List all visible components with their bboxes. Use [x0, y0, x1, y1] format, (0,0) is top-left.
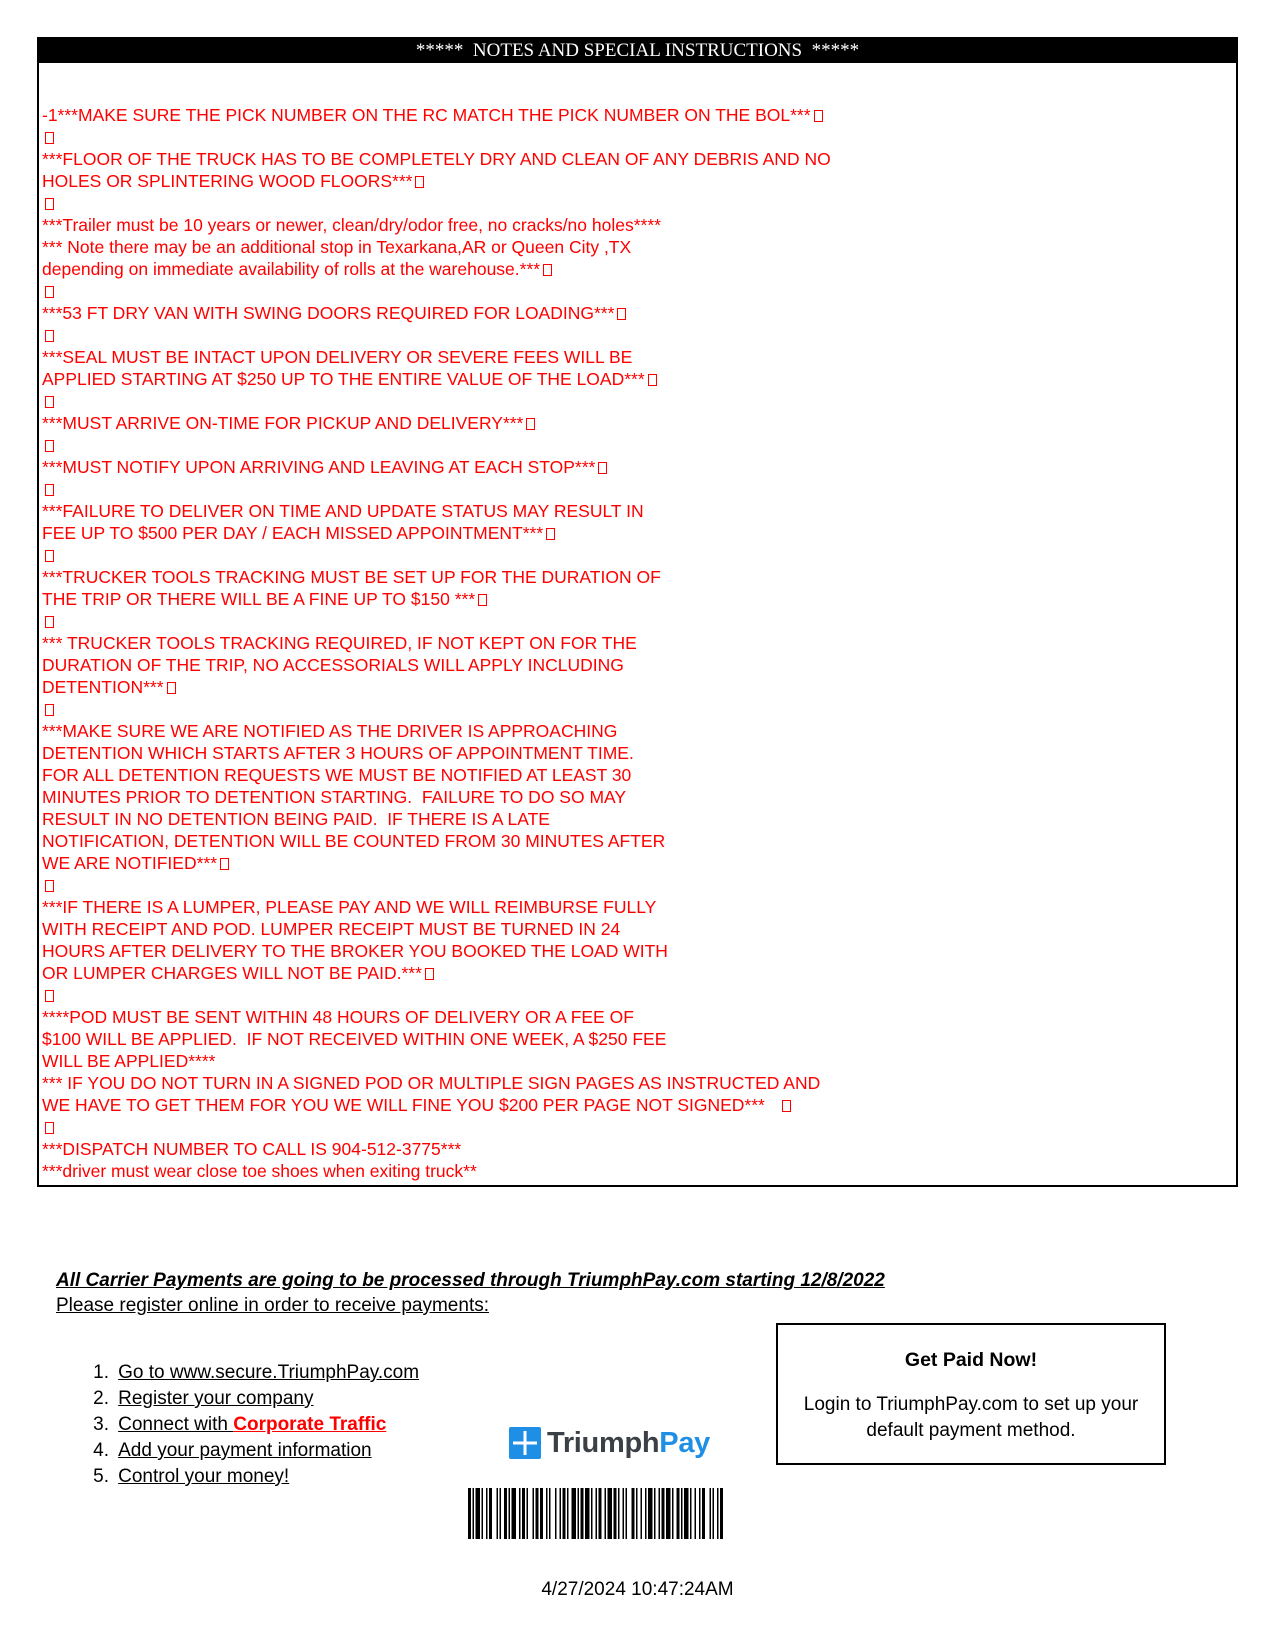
barcode-bar: [654, 1488, 656, 1539]
barcode-bar: [500, 1488, 502, 1539]
barcode-bar: [608, 1488, 613, 1539]
barcode-bar: [614, 1488, 617, 1539]
barcode-bar: [666, 1488, 671, 1539]
note-text: *** IF YOU DO NOT TURN IN A SIGNED POD OR MULTIPLE SIGN PAGES AS INSTRUCTED AND: [42, 1073, 821, 1093]
note-line: [42, 984, 1233, 1006]
barcode-bar: [605, 1488, 607, 1539]
step-number: 4.: [93, 1440, 109, 1461]
payments-heading: All Carrier Payments are going to be processed through TriumphPay.com starting 12/8/2022: [56, 1270, 885, 1291]
note-text: ***MUST ARRIVE ON-TIME FOR PICKUP AND DELIVERY***: [42, 413, 524, 433]
barcode-bar: [519, 1488, 521, 1539]
note-text: WITH RECEIPT AND POD. LUMPER RECEIPT MUST BE TURNED IN 24: [42, 919, 621, 939]
note-text: ***FAILURE TO DELIVER ON TIME AND UPDATE STATUS MAY RESULT IN: [42, 501, 644, 521]
missing-glyph-box-icon: [478, 594, 487, 606]
note-text: ***FLOOR OF THE TRUCK HAS TO BE COMPLETELY DRY AND CLEAN OF ANY DEBRIS AND NO: [42, 149, 831, 169]
note-line: [42, 170, 1233, 192]
barcode-bar: [699, 1488, 701, 1539]
note-text: ***TRUCKER TOOLS TRACKING MUST BE SET UP FOR THE DURATION OF: [42, 567, 661, 587]
step-number: 2.: [93, 1388, 109, 1409]
missing-glyph-box-icon: [45, 440, 54, 452]
barcode-bar: [522, 1488, 525, 1539]
missing-glyph-box-icon: [814, 110, 823, 122]
barcode-bar: [626, 1488, 628, 1539]
note-line: [42, 918, 1233, 940]
note-text: FEE UP TO $500 PER DAY / EACH MISSED APPOINTMENT***: [42, 523, 544, 543]
missing-glyph-box-icon: [45, 990, 54, 1002]
missing-glyph-box-icon: [45, 880, 54, 892]
note-line: [42, 764, 1233, 786]
barcode-bar: [527, 1488, 529, 1539]
missing-glyph-box-icon: [45, 286, 54, 298]
barcode-bar: [489, 1488, 492, 1539]
barcode-bar: [560, 1488, 562, 1539]
note-line: [42, 412, 1233, 434]
missing-glyph-box-icon: [45, 550, 54, 562]
note-line: [42, 390, 1233, 412]
barcode-bar: [641, 1488, 643, 1539]
note-line: [42, 632, 1233, 654]
step-text: Connect with: [118, 1414, 234, 1435]
get-paid-title: Get Paid Now!: [904, 1349, 1038, 1371]
note-text: OR LUMPER CHARGES WILL NOT BE PAID.***: [42, 963, 422, 983]
barcode-bar: [555, 1488, 557, 1539]
note-line: [42, 852, 1233, 874]
note-line: [42, 280, 1233, 302]
missing-glyph-box-icon: [220, 858, 229, 870]
barcode-bar: [717, 1488, 719, 1539]
note-line: [42, 720, 1233, 742]
note-line: [42, 1116, 1233, 1138]
barcode-bar: [702, 1488, 705, 1539]
note-line: [42, 1138, 1233, 1160]
barcode-bar: [578, 1488, 580, 1539]
note-line: [42, 698, 1233, 720]
note-line: [42, 1160, 1233, 1182]
note-text: ***IF THERE IS A LUMPER, PLEASE PAY AND WE WILL REIMBURSE FULLY: [42, 897, 657, 917]
step-text: Register your company: [118, 1388, 314, 1409]
barcode-bar: [468, 1488, 471, 1539]
note-text: RESULT IN NO DETENTION BEING PAID. IF THERE IS A LATE: [42, 809, 550, 829]
note-text: ***Trailer must be 10 years or newer, clean/dry/odor free, no cracks/no holes****: [42, 215, 661, 235]
note-line: [42, 302, 1233, 324]
note-text: DURATION OF THE TRIP, NO ACCESSORIALS WILL APPLY INCLUDING: [42, 655, 624, 675]
step-text: Add your payment information: [118, 1440, 372, 1461]
missing-glyph-box-icon: [598, 462, 607, 474]
note-text: WILL BE APPLIED****: [42, 1051, 216, 1071]
barcode-bar: [572, 1488, 577, 1539]
note-line: [42, 588, 1233, 610]
note-text: MINUTES PRIOR TO DETENTION STARTING. FAILURE TO DO SO MAY: [42, 787, 627, 807]
missing-glyph-box-icon: [45, 198, 54, 210]
step-number: 1.: [93, 1362, 109, 1383]
barcode-bar: [599, 1488, 602, 1539]
barcode-bar: [546, 1488, 548, 1539]
note-line: [42, 808, 1233, 830]
barcode-bar: [695, 1488, 697, 1539]
note-text: ***DISPATCH NUMBER TO CALL IS 904-512-3775***: [42, 1139, 462, 1159]
note-line: [42, 1094, 1233, 1116]
step-link-triumphpay[interactable]: Go to www.secure.TriumphPay.com: [118, 1362, 420, 1383]
note-line: [42, 522, 1233, 544]
note-text: depending on immediate availability of rolls at the warehouse.***: [42, 259, 541, 279]
missing-glyph-box-icon: [782, 1100, 791, 1112]
missing-glyph-box-icon: [45, 330, 54, 342]
note-text: *** Note there may be an additional stop in Texarkana,AR or Queen City ,TX: [42, 237, 632, 257]
barcode-bar: [618, 1488, 620, 1539]
barcode-bar: [509, 1488, 511, 1539]
barcode-bar: [482, 1488, 484, 1539]
barcode-bar: [677, 1488, 680, 1539]
note-text: ***SEAL MUST BE INTACT UPON DELIVERY OR SEVERE FEES WILL BE: [42, 347, 633, 367]
get-paid-text: Login to TriumphPay.com to set up your default payment method.: [803, 1394, 1139, 1441]
logo-text-part1: Triumph: [547, 1426, 660, 1459]
barcode-bar: [690, 1488, 692, 1539]
note-line: [42, 654, 1233, 676]
payment-steps-list: [72, 1334, 420, 1487]
step-number: 5.: [93, 1466, 109, 1487]
note-text: ***53 FT DRY VAN WITH SWING DOORS REQUIRED FOR LOADING***: [42, 303, 615, 323]
notes-header: ***** NOTES AND SPECIAL INSTRUCTIONS *****: [39, 39, 1236, 63]
barcode-icon: [468, 1488, 800, 1539]
note-line: [42, 126, 1233, 148]
note-line: [42, 214, 1233, 236]
note-text: THE TRIP OR THERE WILL BE A FINE UP TO $150 ***: [42, 589, 476, 609]
note-line: [42, 500, 1233, 522]
note-line: [42, 148, 1233, 170]
print-timestamp: 4/27/2024 10:47:24AM: [541, 1579, 734, 1600]
triumphpay-logo-text: [547, 1427, 710, 1460]
note-line: [42, 478, 1233, 500]
note-line: [42, 258, 1233, 280]
barcode-bar: [681, 1488, 683, 1539]
note-line: [42, 1050, 1233, 1072]
note-text: ***MUST NOTIFY UPON ARRIVING AND LEAVING AT EACH STOP***: [42, 457, 596, 477]
barcode-bar: [684, 1488, 689, 1539]
barcode-bar: [713, 1488, 715, 1539]
missing-glyph-box-icon: [543, 264, 552, 276]
barcode-bar: [512, 1488, 517, 1539]
barcode-bar: [536, 1488, 539, 1539]
barcode-bar: [549, 1488, 551, 1539]
note-text: HOURS AFTER DELIVERY TO THE BROKER YOU BOOKED THE LOAD WITH: [42, 941, 668, 961]
note-line: [42, 566, 1233, 588]
payment-step: [72, 1334, 420, 1383]
broker-name: Corporate Traffic: [233, 1414, 387, 1435]
note-text: HOLES OR SPLINTERING WOOD FLOORS***: [42, 171, 413, 191]
barcode-bar: [567, 1488, 569, 1539]
barcode-bar: [540, 1488, 543, 1539]
triumphpay-logo-icon: [509, 1427, 541, 1459]
missing-glyph-box-icon: [45, 616, 54, 628]
note-text: WE HAVE TO GET THEM FOR YOU WE WILL FINE YOU $200 PER PAGE NOT SIGNED***: [42, 1095, 780, 1115]
note-line: [42, 1028, 1233, 1050]
missing-glyph-box-icon: [45, 704, 54, 716]
note-line: [42, 896, 1233, 918]
note-text: WE ARE NOTIFIED***: [42, 853, 218, 873]
note-text: DETENTION***: [42, 677, 164, 697]
missing-glyph-box-icon: [415, 176, 424, 188]
note-text: *** TRUCKER TOOLS TRACKING REQUIRED, IF NOT KEPT ON FOR THE: [42, 633, 637, 653]
note-line: [42, 434, 1233, 456]
note-line: [42, 676, 1233, 698]
triumphpay-logo: [509, 1426, 710, 1460]
get-paid-box: [776, 1323, 1166, 1465]
note-line: [42, 1072, 1233, 1094]
barcode-bar: [476, 1488, 481, 1539]
barcode-bar: [596, 1488, 598, 1539]
note-line: [42, 368, 1233, 390]
note-text: APPLIED STARTING AT $250 UP TO THE ENTIRE VALUE OF THE LOAD***: [42, 369, 645, 389]
note-text: ***driver must wear close toe shoes when exiting truck**: [42, 1161, 477, 1181]
barcode-bar: [623, 1488, 625, 1539]
barcode-bar: [662, 1488, 665, 1539]
missing-glyph-box-icon: [45, 396, 54, 408]
note-line: [42, 786, 1233, 808]
barcode-bar: [591, 1488, 593, 1539]
note-text: FOR ALL DETENTION REQUESTS WE MUST BE NOTIFIED AT LEAST 30: [42, 765, 632, 785]
barcode-bar: [581, 1488, 584, 1539]
barcode-bar: [533, 1488, 535, 1539]
notes-body: [42, 104, 1233, 1182]
missing-glyph-box-icon: [425, 968, 434, 980]
barcode-bar: [645, 1488, 647, 1539]
note-line: [42, 104, 1233, 126]
barcode-bar: [504, 1488, 507, 1539]
barcode-bar: [473, 1488, 475, 1539]
logo-text-part2: Pay: [659, 1426, 710, 1459]
note-text: $100 WILL BE APPLIED. IF NOT RECEIVED WITHIN ONE WEEK, A $250 FEE: [42, 1029, 667, 1049]
missing-glyph-box-icon: [167, 682, 176, 694]
note-line: [42, 544, 1233, 566]
note-line: [42, 610, 1233, 632]
missing-glyph-box-icon: [45, 484, 54, 496]
missing-glyph-box-icon: [648, 374, 657, 386]
note-text: NOTIFICATION, DETENTION WILL BE COUNTED FROM 30 MINUTES AFTER: [42, 831, 666, 851]
step-number: 3.: [93, 1414, 109, 1435]
missing-glyph-box-icon: [45, 1122, 54, 1134]
note-line: [42, 236, 1233, 258]
note-text: -1***MAKE SURE THE PICK NUMBER ON THE RC MATCH THE PICK NUMBER ON THE BOL***: [42, 105, 811, 125]
note-line: [42, 192, 1233, 214]
note-line: [42, 874, 1233, 896]
note-line: [42, 940, 1233, 962]
missing-glyph-box-icon: [526, 418, 535, 430]
barcode-bar: [636, 1488, 638, 1539]
barcode-bar: [659, 1488, 661, 1539]
barcode-bar: [720, 1488, 723, 1539]
missing-glyph-box-icon: [45, 132, 54, 144]
barcode-bar: [632, 1488, 635, 1539]
notes-section: [37, 37, 1238, 1187]
note-line: [42, 742, 1233, 764]
barcode-bar: [648, 1488, 653, 1539]
note-line: [42, 346, 1233, 368]
note-line: [42, 324, 1233, 346]
missing-glyph-box-icon: [617, 308, 626, 320]
note-text: DETENTION WHICH STARTS AFTER 3 HOURS OF APPOINTMENT TIME.: [42, 743, 634, 763]
barcode-bar: [563, 1488, 566, 1539]
barcode-bar: [585, 1488, 590, 1539]
barcode-bar: [486, 1488, 488, 1539]
note-text: ***MAKE SURE WE ARE NOTIFIED AS THE DRIVER IS APPROACHING: [42, 721, 618, 741]
missing-glyph-box-icon: [546, 528, 555, 540]
note-text: ****POD MUST BE SENT WITHIN 48 HOURS OF DELIVERY OR A FEE OF: [42, 1007, 634, 1027]
note-line: [42, 830, 1233, 852]
barcode-bar: [672, 1488, 674, 1539]
step-text: Control your money!: [118, 1466, 290, 1487]
note-line: [42, 962, 1233, 984]
note-line: [42, 456, 1233, 478]
barcode-bar: [497, 1488, 499, 1539]
note-line: [42, 1006, 1233, 1028]
payments-subheading: Please register online in order to receive payments:: [56, 1295, 490, 1316]
barcode-bar: [710, 1488, 712, 1539]
